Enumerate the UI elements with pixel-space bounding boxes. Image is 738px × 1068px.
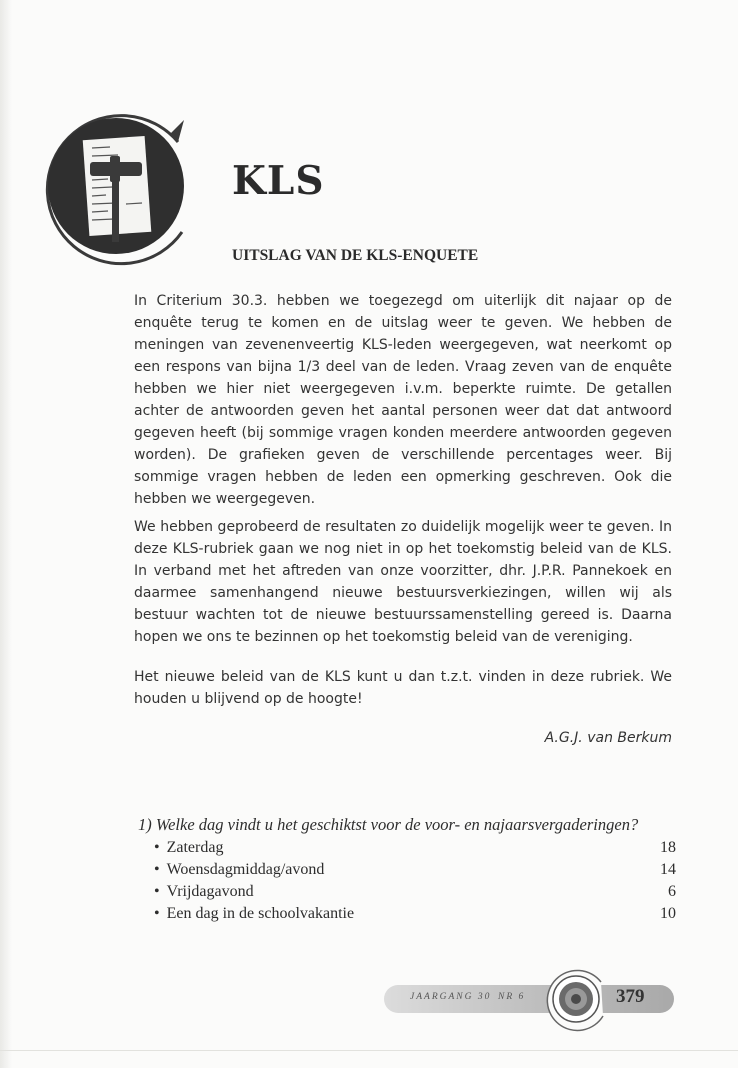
journal-emblem-icon — [541, 966, 609, 1032]
survey-question-1: 1) Welke dag vindt u het geschiktst voor de voor- en najaarsvergaderingen? — [138, 815, 639, 834]
article-subtitle: UITSLAG VAN DE KLS-ENQUETE — [232, 247, 479, 264]
section-title: KLS — [232, 158, 325, 204]
answer-count: 18 — [660, 839, 676, 856]
article-paragraph-2: We hebben geprobeerd de resultaten zo duidelijk mogelijk weer te geven. In deze KLS-rubriek gaan we nog niet in op het toekomstig beleid van de KLS. In verband met het aftreden van onze voorzitter, dhr. J.P.R. Pannekoek en daarmee samenhangend nieuwe bestuursverkiezingen, willen wij als bestuur wachten tot de nieuwe bestuurssamenstelling gereed is. Daarna hopen we ons te bezinnen op het toekomstig beleid van de vereniging. — [134, 519, 672, 645]
author-signature: A.G.J. van Berkum — [544, 730, 672, 746]
page-number: 379 — [616, 986, 645, 1007]
answer-label: • Vrijdagavond — [154, 881, 254, 903]
page-edge-shadow — [0, 0, 12, 1068]
page-bottom-rule — [0, 1050, 738, 1051]
answer-item — [154, 881, 676, 903]
answer-item — [154, 837, 676, 859]
article-paragraph-1: In Criterium 30.3. hebben we toegezegd om uiterlijk dit najaar op de enquête terug te komen en de uitslag weer te geven. We hebben de meningen van zevenenveertig KLS-leden weergegeven, wat neerkomt op een respons van bijna 1/3 deel van de leden. Vraag zeven van de enquête hebben we hier niet weergegeven i.v.m. beperkte ruimte. De getallen achter de antwoorden geven het aantal personen weer dat dat antwoord gegeven heeft (bij sommige vragen konden meerdere antwoorden gegeven worden). De grafieken geven de verschillende percentages weer. Bij sommige vragen hebben de leden een opmerking geschreven. Ook die hebben we weergegeven. — [134, 293, 672, 507]
answer-label: • Een dag in de schoolvakantie — [154, 903, 354, 925]
answer-list — [154, 837, 676, 925]
footer-issue-number: NR 6 — [498, 992, 526, 1002]
footer-journal-volume: JAARGANG 30 — [410, 992, 492, 1002]
answer-label: • Zaterdag — [154, 837, 223, 859]
answer-count: 6 — [668, 883, 676, 900]
kls-gavel-logo — [28, 100, 198, 272]
answer-count: 10 — [660, 905, 676, 922]
answer-item — [154, 903, 676, 925]
article-paragraph-3: Het nieuwe beleid van de KLS kunt u dan t.z.t. vinden in deze rubriek. We houden u blijvend op de hoogte! — [134, 669, 672, 707]
answer-count: 14 — [660, 861, 676, 878]
answer-item — [154, 859, 676, 881]
answer-label: • Woensdagmiddag/avond — [154, 859, 324, 881]
